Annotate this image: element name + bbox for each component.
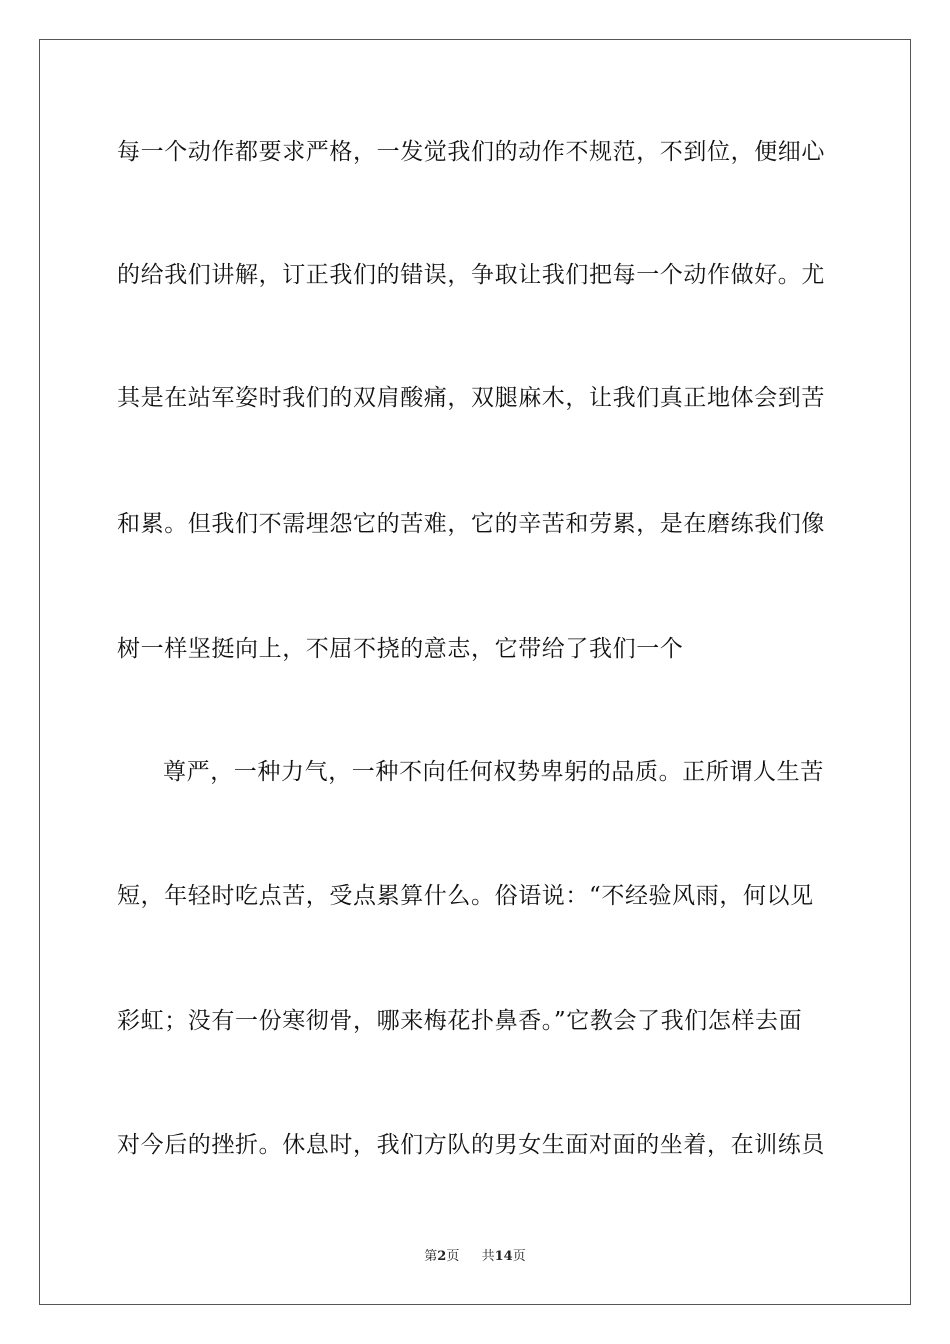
- body-line-6: 尊严，一种力气，一种不向任何权势卑躬的品质。正所谓人生苦: [163, 759, 824, 785]
- body-line-5: 树一样坚挺向上，不屈不挠的意志，它带给了我们一个: [117, 636, 684, 662]
- total-suffix: 页: [512, 1249, 526, 1264]
- page-border: [39, 39, 911, 1305]
- page-number: 2: [437, 1249, 447, 1264]
- page-suffix: 页: [446, 1249, 460, 1264]
- body-line-1: 每一个动作都要求严格，一发觉我们的动作不规范，不到位，便细心: [117, 139, 825, 165]
- body-line-7: 短，年轻时吃点苦，受点累算什么。俗语说：“不经验风雨，何以见: [117, 883, 814, 909]
- body-line-4: 和累。但我们不需埋怨它的苦难，它的辛苦和劳累，是在磨练我们像: [117, 511, 825, 537]
- page-prefix: 第: [424, 1249, 438, 1264]
- body-line-9: 对今后的挫折。休息时，我们方队的男女生面对面的坐着，在训练员: [117, 1132, 825, 1158]
- body-line-3: 其是在站军姿时我们的双肩酸痛，双腿麻木，让我们真正地体会到苦: [117, 385, 825, 411]
- body-line-8: 彩虹；没有一份寒彻骨，哪来梅花扑鼻香。”它教会了我们怎样去面: [117, 1008, 803, 1034]
- page-indicator: [424, 1248, 459, 1266]
- total-prefix: 共: [481, 1249, 495, 1264]
- total-pages-indicator: [482, 1248, 526, 1266]
- total-pages: 14: [494, 1249, 513, 1264]
- page-footer: [0, 1248, 950, 1266]
- body-line-2: 的给我们讲解，订正我们的错误，争取让我们把每一个动作做好。尤: [117, 262, 825, 288]
